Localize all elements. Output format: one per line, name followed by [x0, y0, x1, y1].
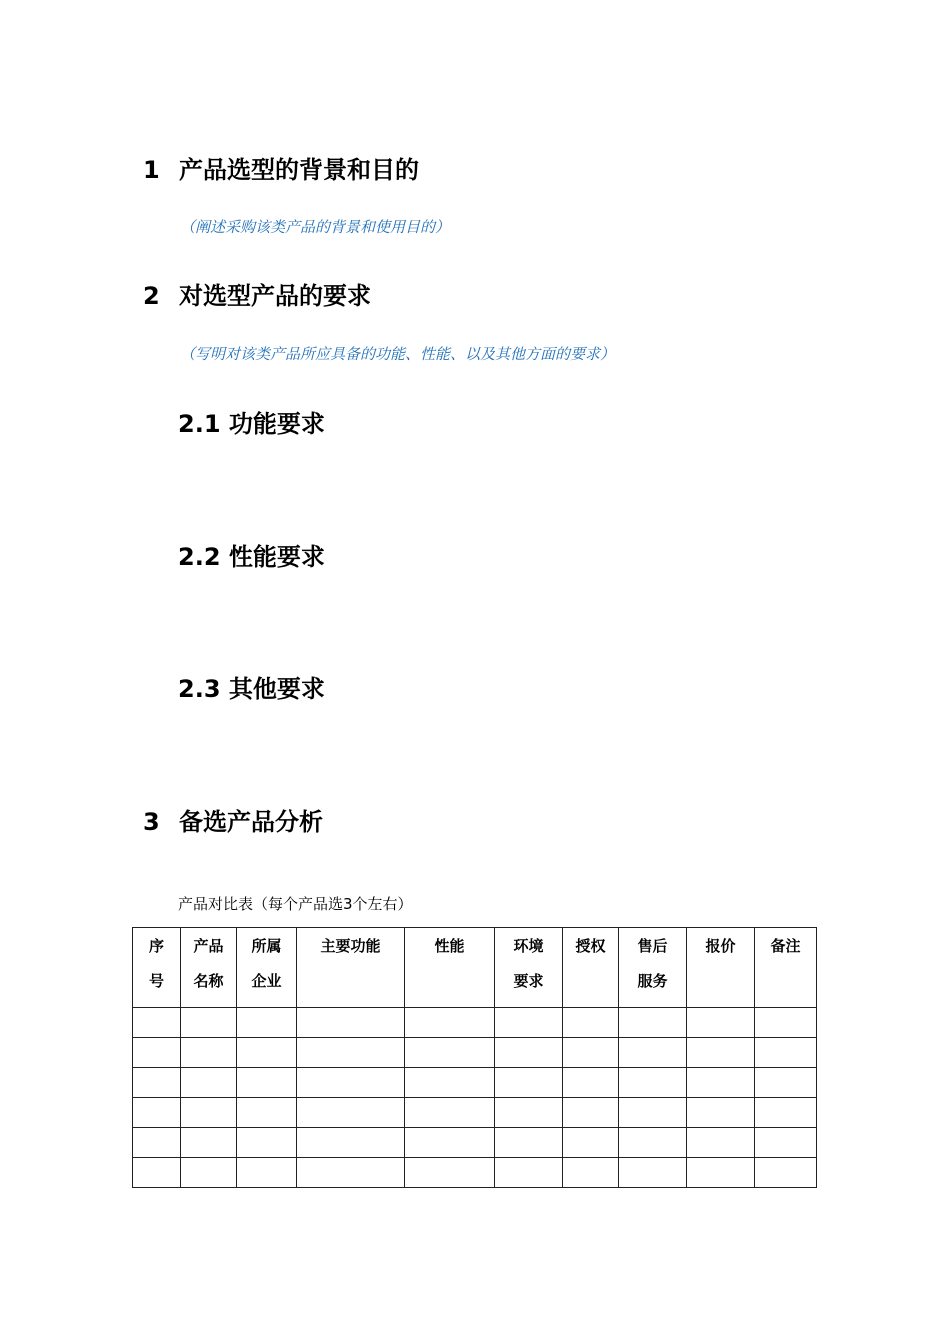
table-caption: 产品对比表（每个产品选3个左右） — [178, 895, 413, 913]
header-line: 服务 — [637, 972, 668, 990]
table-cell[interactable] — [237, 1098, 297, 1128]
table-cell[interactable] — [133, 1158, 181, 1188]
header-cell — [297, 928, 405, 1008]
header-line: 性能 — [434, 937, 465, 955]
section-title: 产品选型的背景和目的 — [179, 156, 419, 184]
table-body — [133, 1008, 817, 1188]
table-cell[interactable] — [237, 1008, 297, 1038]
table-cell[interactable] — [297, 1098, 405, 1128]
table-cell[interactable] — [495, 1038, 563, 1068]
table-cell[interactable] — [619, 1068, 687, 1098]
table-cell[interactable] — [563, 1098, 619, 1128]
table-cell[interactable] — [563, 1158, 619, 1188]
header-line: 要求 — [513, 972, 544, 990]
table-cell[interactable] — [297, 1038, 405, 1068]
table-cell[interactable] — [687, 1128, 755, 1158]
table-cell[interactable] — [563, 1038, 619, 1068]
header-cell — [619, 928, 687, 1008]
table-cell[interactable] — [755, 1098, 817, 1128]
table-cell[interactable] — [755, 1128, 817, 1158]
table-cell[interactable] — [297, 1158, 405, 1188]
table-cell[interactable] — [405, 1068, 495, 1098]
table-cell[interactable] — [405, 1008, 495, 1038]
table-cell[interactable] — [133, 1068, 181, 1098]
table-cell[interactable] — [495, 1008, 563, 1038]
table-cell[interactable] — [619, 1128, 687, 1158]
header-cell — [405, 928, 495, 1008]
header-cell — [563, 928, 619, 1008]
header-line: 售后 — [637, 937, 668, 955]
table-cell[interactable] — [619, 1038, 687, 1068]
table-cell[interactable] — [755, 1158, 817, 1188]
table-cell[interactable] — [495, 1068, 563, 1098]
table-cell[interactable] — [755, 1068, 817, 1098]
section-2-heading — [143, 280, 371, 312]
header-line: 备注 — [770, 937, 801, 955]
table-cell[interactable] — [495, 1158, 563, 1188]
table-cell[interactable] — [687, 1008, 755, 1038]
table-cell[interactable] — [495, 1098, 563, 1128]
table-cell[interactable] — [133, 1098, 181, 1128]
header-line: 序 — [148, 937, 164, 955]
header-cell — [181, 928, 237, 1008]
table-row — [133, 1008, 817, 1038]
table-cell[interactable] — [687, 1098, 755, 1128]
header-line: 产品 — [193, 937, 224, 955]
table-row — [133, 1098, 817, 1128]
table-cell[interactable] — [237, 1038, 297, 1068]
table-row — [133, 1038, 817, 1068]
table-cell[interactable] — [687, 1158, 755, 1188]
table-cell[interactable] — [619, 1008, 687, 1038]
table-cell[interactable] — [563, 1008, 619, 1038]
header-line: 主要功能 — [320, 937, 381, 955]
table-cell[interactable] — [297, 1008, 405, 1038]
product-comparison-table — [132, 927, 817, 1188]
table-cell[interactable] — [495, 1128, 563, 1158]
table-cell[interactable] — [237, 1068, 297, 1098]
table-cell[interactable] — [755, 1008, 817, 1038]
section-3-heading — [143, 806, 323, 838]
subsection-2-1-heading: 2.1 功能要求 — [178, 410, 325, 438]
section-number: 2 — [143, 282, 160, 310]
section-title: 备选产品分析 — [179, 808, 323, 836]
table-cell[interactable] — [619, 1158, 687, 1188]
header-line: 企业 — [251, 972, 282, 990]
table-row — [133, 1128, 817, 1158]
header-line: 报价 — [705, 937, 736, 955]
table-cell[interactable] — [563, 1128, 619, 1158]
table-cell[interactable] — [687, 1068, 755, 1098]
section-2-note: （写明对该类产品所应具备的功能、性能、以及其他方面的要求） — [180, 345, 616, 363]
table-cell[interactable] — [755, 1038, 817, 1068]
table-row — [133, 1068, 817, 1098]
section-title: 对选型产品的要求 — [179, 282, 371, 310]
table-row — [133, 1158, 817, 1188]
header-cell — [237, 928, 297, 1008]
table-header-row — [133, 928, 817, 1008]
header-line: 所属 — [251, 937, 282, 955]
header-cell — [133, 928, 181, 1008]
section-number: 3 — [143, 808, 160, 836]
header-line: 号 — [148, 972, 164, 990]
table-cell[interactable] — [297, 1128, 405, 1158]
table-cell[interactable] — [687, 1038, 755, 1068]
table-cell[interactable] — [181, 1158, 237, 1188]
table-cell[interactable] — [133, 1008, 181, 1038]
table-cell[interactable] — [133, 1038, 181, 1068]
table-cell[interactable] — [181, 1128, 237, 1158]
header-line: 授权 — [575, 937, 606, 955]
table-cell[interactable] — [237, 1158, 297, 1188]
table-cell[interactable] — [405, 1158, 495, 1188]
table-cell[interactable] — [133, 1128, 181, 1158]
header-cell — [687, 928, 755, 1008]
table-cell[interactable] — [181, 1068, 237, 1098]
section-1-heading — [143, 154, 419, 186]
subsection-2-3-heading: 2.3 其他要求 — [178, 675, 325, 703]
subsection-2-2-heading: 2.2 性能要求 — [178, 543, 325, 571]
section-1-note: （阐述采购该类产品的背景和使用目的） — [180, 218, 451, 236]
table-cell[interactable] — [563, 1068, 619, 1098]
table-cell[interactable] — [181, 1098, 237, 1128]
table-cell[interactable] — [405, 1098, 495, 1128]
header-cell — [755, 928, 817, 1008]
header-line: 名称 — [193, 972, 224, 990]
table-cell[interactable] — [405, 1128, 495, 1158]
table-cell[interactable] — [181, 1008, 237, 1038]
table-cell[interactable] — [297, 1068, 405, 1098]
table-cell[interactable] — [181, 1038, 237, 1068]
header-cell — [495, 928, 563, 1008]
section-number: 1 — [143, 156, 160, 184]
table-cell[interactable] — [619, 1098, 687, 1128]
header-line: 环境 — [513, 937, 544, 955]
table-cell[interactable] — [237, 1128, 297, 1158]
table-cell[interactable] — [405, 1038, 495, 1068]
